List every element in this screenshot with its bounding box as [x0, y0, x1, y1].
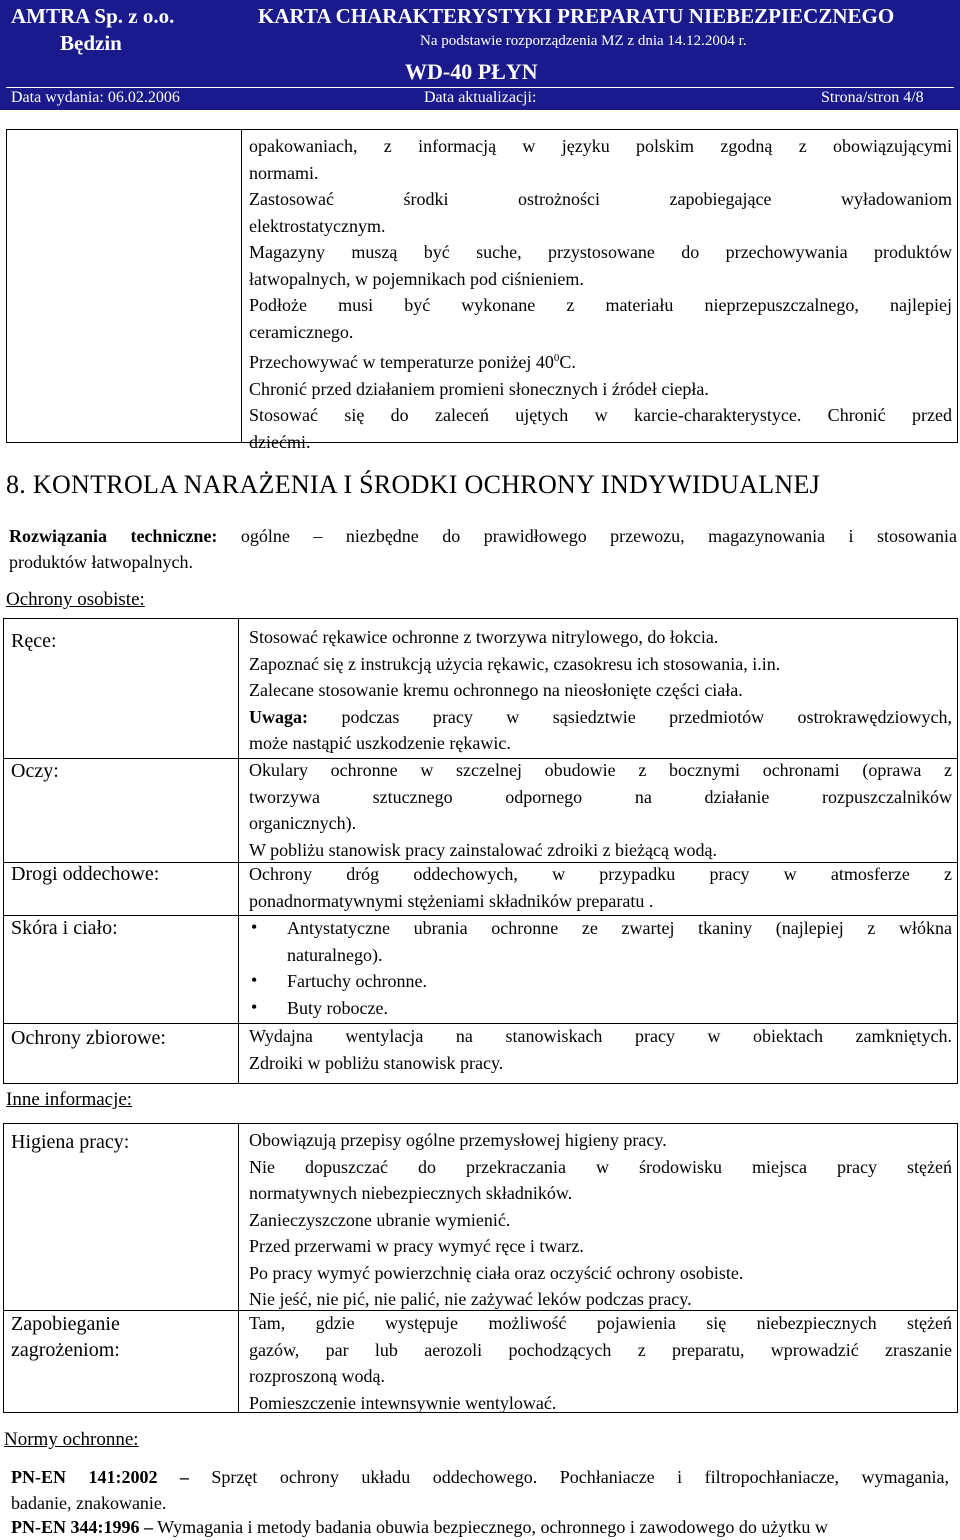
norm-code: PN-EN 141:2002 –	[11, 1467, 189, 1487]
company-city: Będzin	[60, 31, 122, 55]
personal-protection-heading: Ochrony osobiste:	[6, 589, 145, 610]
storage-line: elektrostatycznym.	[249, 215, 386, 236]
storage-text	[249, 133, 952, 455]
norm-line	[11, 1464, 949, 1490]
column-divider	[238, 619, 239, 1083]
storage-line: normami.	[249, 162, 319, 183]
storage-line: Zastosować środki ostrożności zapobiegające wyładowaniom	[249, 189, 952, 209]
storage-line: Stosować się do zaleceń ujętych w karcie-charakterystyce. Chronić przed	[249, 405, 952, 425]
technical-solutions	[9, 523, 957, 575]
document-title: KARTA CHARAKTERYSTYKI PREPARATU NIEBEZPIECZNEGO	[258, 4, 895, 28]
hands-warning-line-2: może nastąpić uszkodzenie rękawic.	[249, 733, 511, 753]
eyes-line: Okulary ochronne w szczelnej obudowie z bocznymi ochronami (oprawa z	[249, 760, 952, 780]
prevention-label	[11, 1311, 120, 1363]
prevention-line: gazów, par lub aerozoli pochodzących z preparatu, wprowadzić zraszanie	[249, 1339, 952, 1360]
hygiene-line: Nie jeść, nie pić, nie palić, nie zażywać leków podczas pracy.	[249, 1289, 692, 1309]
hygiene-text	[249, 1127, 952, 1313]
storage-temperature-line	[249, 345, 952, 376]
prevention-label-line: zagrożeniom:	[11, 1339, 120, 1361]
other-info-heading: Inne informacje:	[6, 1089, 133, 1110]
bullet: •	[251, 917, 258, 937]
collective-label: Ochrony zbiorowe:	[11, 1027, 166, 1049]
respiratory-line: ponadnormatywnymi stężeniami składników preparatu .	[249, 890, 654, 911]
respiratory-line: Ochrony dróg oddechowych, w przypadku pracy w atmosferze z	[249, 864, 952, 884]
eyes-line: tworzywa sztucznego odpornego na działanie rozpuszczalników	[249, 786, 952, 807]
hands-line: Zalecane stosowanie kremu ochronnego na nieosłonięte części ciała.	[249, 680, 743, 700]
storage-line: Chronić przed działaniem promieni słonecznych i źródeł ciepła.	[249, 378, 709, 399]
prevention-line: Tam, gdzie występuje możliwość pojawienia się niebezpiecznych stężeń	[249, 1313, 952, 1333]
hands-warning-line	[249, 704, 952, 731]
norm-description: Wymagania i metody badania obuwia bezpiecznego, ochronnego i zawodowego do użytku w	[153, 1517, 828, 1537]
norm-code: PN-EN 344:1996 –	[11, 1517, 153, 1537]
skin-bullet-item: Antystatyczne ubrania ochronne ze zwartej tkaniny (najlepiej z włókna	[287, 918, 952, 938]
hygiene-line: Przed przerwami w pracy wymyć ręce i twarz.	[249, 1236, 584, 1256]
eyes-text	[249, 757, 952, 863]
technical-solutions-label: Rozwiązania techniczne:	[9, 526, 218, 546]
hygiene-label: Higiena pracy:	[11, 1131, 130, 1153]
collective-line: Zdroiki w pobliżu stanowisk pracy.	[249, 1052, 504, 1073]
issue-date: Data wydania: 06.02.2006	[11, 89, 180, 106]
prevention-text	[249, 1310, 952, 1416]
norm-line-2: badanie, znakowanie.	[11, 1493, 167, 1513]
temperature-unit: C.	[559, 352, 576, 372]
skin-label: Skóra i ciało:	[11, 917, 118, 939]
hands-line: Stosować rękawice ochronne z tworzywa nitrylowego, do łokcia.	[249, 627, 719, 647]
storage-line: ceramicznego.	[249, 321, 354, 342]
page-number: Strona/stron 4/8	[821, 89, 924, 106]
technical-solutions-line-2: produktów łatwopalnych.	[9, 552, 193, 572]
respiratory-text	[249, 861, 952, 914]
header-divider	[6, 87, 954, 88]
hygiene-line: Zanieczyszczone ubranie wymienić.	[249, 1209, 511, 1230]
skin-bullet-item: Fartuchy ochronne.	[287, 971, 427, 991]
company-name: AMTRA Sp. z o.o.	[11, 4, 175, 28]
eyes-line: organicznych).	[249, 813, 357, 833]
warning-label: Uwaga:	[249, 706, 308, 727]
prevention-line: rozproszoną wodą.	[249, 1366, 385, 1386]
norm-entry	[11, 1464, 949, 1516]
warning-text: podczas pracy w sąsiedztwie przedmiotów ostrokrawędziowych,	[308, 706, 952, 727]
storage-line: Magazyny muszą być suche, przystosowane do przechowywania produktów	[249, 242, 952, 262]
eyes-line: W pobliżu stanowisk pracy zainstalować zdroiki z bieżącą wodą.	[249, 839, 717, 860]
norms-heading: Normy ochronne:	[4, 1429, 139, 1450]
product-name: WD-40 PŁYN	[405, 59, 538, 84]
hygiene-line: normatywnych niebezpiecznych składników.	[249, 1183, 573, 1203]
technical-solutions-text: ogólne – niezbędne do prawidłowego przewozu, magazynowania i stosowania	[217, 526, 957, 546]
storage-line: opakowaniach, z informacją w języku polskim zgodną z obowiązującymi	[249, 136, 952, 156]
temperature-superscript: 0	[553, 352, 560, 364]
skin-bullet-item: Buty robocze.	[287, 997, 388, 1018]
collective-line: Wydajna wentylacja na stanowiskach pracy w obiektach zamkniętych.	[249, 1026, 952, 1046]
hands-line: Zapoznać się z instrukcją użycia rękawic, czasokresu ich stosowania, i.in.	[249, 653, 781, 674]
prevention-line: Pomieszczenie intewnsywnie wentylować.	[249, 1392, 557, 1413]
respiratory-label: Drogi oddechowe:	[11, 863, 160, 885]
hygiene-line: Obowiązują przepisy ogólne przemysłowej higieny pracy.	[249, 1130, 667, 1150]
column-divider	[241, 130, 242, 442]
eyes-label: Oczy:	[11, 760, 59, 782]
temperature-text: Przechowywać w temperaturze poniżej 40	[249, 352, 554, 372]
hygiene-line: Po pracy wymyć powierzchnię ciała oraz oczyścić ochrony osobiste.	[249, 1262, 744, 1283]
prevention-label-line: Zapobieganie	[11, 1313, 120, 1335]
update-date: Data aktualizacji:	[424, 89, 537, 106]
hands-label: Ręce:	[11, 630, 57, 652]
legal-basis: Na podstawie rozporządzenia MZ z dnia 14.12.2004 r.	[420, 33, 747, 49]
document-header	[0, 0, 960, 110]
hands-text	[249, 624, 952, 757]
skin-bullet-item: naturalnego).	[287, 944, 383, 965]
storage-line: dziećmi.	[249, 431, 311, 452]
norm-description: Sprzęt ochrony układu oddechowego. Pochłaniacze i filtropochłaniacze, wymagania,	[188, 1467, 949, 1487]
hygiene-line: Nie dopuszczać do przekraczania w środowisku miejsca pracy stężeń	[249, 1156, 952, 1177]
section-title: 8. KONTROLA NARAŻENIA I ŚRODKI OCHRONY INDYWIDUALNEJ	[6, 470, 821, 499]
norm-entry	[11, 1514, 949, 1540]
skin-text	[287, 915, 952, 1021]
bullet: •	[251, 970, 258, 990]
column-divider	[238, 1124, 239, 1412]
storage-line: łatwopalnych, w pojemnikach pod ciśnieniem.	[249, 268, 584, 289]
storage-line: Podłoże musi być wykonane z materiału nieprzepuszczalnego, najlepiej	[249, 295, 952, 315]
technical-solutions-line	[9, 523, 957, 549]
bullet: •	[251, 997, 258, 1017]
collective-text	[249, 1023, 952, 1076]
